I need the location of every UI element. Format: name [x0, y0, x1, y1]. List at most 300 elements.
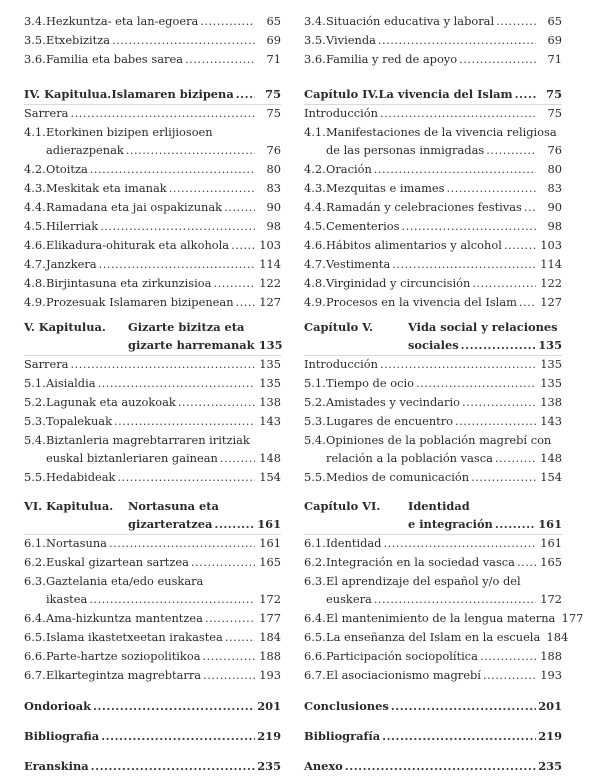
page-number: 165 — [540, 555, 562, 569]
entry-title: Sarrera — [24, 357, 69, 371]
toc-entry-row — [304, 274, 562, 292]
toc-entry[interactable] — [304, 553, 562, 571]
chapter-heading-line1[interactable] — [304, 318, 562, 336]
entry-title: de las personas inmigradas — [326, 143, 485, 157]
page-number: 135 — [259, 376, 281, 390]
dot-leader — [91, 757, 255, 775]
toc-entry[interactable] — [24, 141, 281, 159]
chapter-title-line1: Vida social y relaciones — [408, 320, 558, 334]
toc-entry[interactable] — [24, 31, 281, 49]
dot-leader — [224, 198, 255, 216]
back-matter-entry[interactable] — [304, 697, 562, 715]
dot-leader — [90, 160, 255, 178]
dot-leader — [462, 393, 536, 411]
entry-title: El asociacionismo magrebí — [326, 668, 481, 682]
toc-entry[interactable] — [24, 374, 281, 392]
dot-leader — [483, 666, 536, 684]
chapter-heading-line2[interactable] — [304, 336, 562, 354]
page-number: 161 — [259, 536, 281, 550]
dot-leader — [213, 274, 255, 292]
page-number: 80 — [266, 162, 281, 176]
page-number: 135 — [540, 357, 562, 371]
section-number: 4.4. — [304, 200, 326, 214]
toc-entry[interactable] — [24, 160, 281, 178]
page-number: 122 — [540, 276, 562, 290]
toc-entry[interactable] — [304, 31, 562, 49]
section-number: 3.6. — [24, 52, 46, 66]
entry-title: Ama-hizkuntza mantentzea — [46, 611, 203, 625]
toc-entry[interactable] — [24, 217, 281, 235]
entry-title: Etxebizitza — [46, 33, 111, 47]
toc-entry[interactable] — [304, 666, 562, 684]
page-number: 172 — [259, 592, 281, 606]
dot-leader — [214, 515, 255, 533]
page-number: 98 — [266, 219, 281, 233]
section-number: 5.4. — [304, 433, 326, 447]
dot-leader — [480, 647, 536, 665]
toc-entry[interactable] — [304, 393, 562, 411]
toc-entry[interactable] — [24, 553, 281, 571]
chapter-title-line2: gizarte harremanak — [128, 338, 255, 352]
toc-entry[interactable] — [24, 412, 281, 430]
toc-entry-row — [24, 757, 281, 775]
toc-entry-row — [304, 141, 562, 159]
dot-leader — [380, 104, 536, 122]
dot-leader — [70, 355, 255, 373]
entry-title: Anexo — [304, 759, 343, 773]
toc-entry-line — [24, 431, 281, 449]
toc-entry[interactable] — [304, 179, 562, 197]
section-number: 5.4. — [24, 433, 46, 447]
page-number: 161 — [538, 517, 562, 531]
chapter-heading[interactable] — [24, 85, 281, 103]
dot-leader — [461, 336, 536, 354]
dot-leader — [471, 468, 536, 486]
toc-entry-line — [24, 572, 281, 590]
entry-title: Elkartegintza magrebtarra — [46, 668, 202, 682]
entry-title: Amistades y vecindario — [326, 395, 461, 409]
dot-leader — [126, 141, 255, 159]
toc-entry-row — [24, 468, 281, 486]
toc-entry-row — [24, 572, 281, 590]
entry-title: Situación educativa y laboral — [326, 14, 495, 28]
toc-entry[interactable] — [24, 293, 281, 311]
entry-title: Hedabideak — [46, 470, 116, 484]
entry-title: Lugares de encuentro — [326, 414, 454, 428]
toc-entry-row — [304, 85, 562, 103]
entry-title: Hezkuntza- eta lan-egoera — [46, 14, 199, 28]
toc-entry[interactable] — [24, 274, 281, 292]
toc-entry-row — [24, 497, 281, 515]
toc-entry[interactable] — [304, 50, 562, 68]
back-matter-entry[interactable] — [24, 697, 281, 715]
toc-entry[interactable] — [24, 12, 281, 30]
page-number: 80 — [547, 162, 562, 176]
dot-leader — [455, 412, 536, 430]
section-number: 6.3. — [304, 574, 326, 588]
toc-entry-row — [304, 553, 562, 571]
toc-entry-row — [24, 198, 281, 216]
toc-entry-row — [304, 217, 562, 235]
toc-entry-row — [304, 123, 562, 141]
section-number: 5.3. — [304, 414, 326, 428]
toc-entry-row — [24, 236, 281, 254]
dot-leader — [169, 179, 255, 197]
page-number: 138 — [540, 395, 562, 409]
dot-leader — [178, 393, 255, 411]
back-matter-entry[interactable] — [304, 727, 562, 745]
toc-entry-row — [304, 12, 562, 30]
toc-entry-row — [304, 160, 562, 178]
section-number: 3.6. — [304, 52, 326, 66]
page-number: 71 — [266, 52, 281, 66]
entry-title: Ramadán y celebraciones festivas — [326, 200, 522, 214]
dot-leader — [220, 449, 255, 467]
section-number: 4.7. — [24, 257, 46, 271]
chapter-title: Islamaren bizipena — [111, 87, 234, 101]
toc-entry[interactable] — [304, 236, 562, 254]
toc-entry[interactable] — [24, 590, 281, 608]
page-number: 177 — [561, 611, 584, 625]
toc-entry-row — [24, 374, 281, 392]
back-matter-entry[interactable] — [304, 757, 562, 775]
toc-entry-row — [304, 318, 562, 336]
page-number: 201 — [257, 699, 281, 713]
entry-title: Medios de comunicación — [326, 470, 470, 484]
dot-leader — [416, 374, 536, 392]
toc-entry-row — [24, 449, 281, 467]
chapter-heading-line2[interactable] — [24, 336, 281, 354]
toc-entry-row — [24, 609, 281, 627]
entry-title-line: Etorkinen bizipen erlijiosoen — [46, 125, 213, 139]
dot-leader — [495, 449, 536, 467]
section-number: 4.5. — [304, 219, 326, 233]
chapter-heading-line2[interactable] — [304, 515, 562, 533]
page-number: 75 — [546, 87, 562, 101]
page-number: 143 — [540, 414, 562, 428]
section-number: 4.1. — [304, 125, 326, 139]
toc-entry-row — [304, 590, 562, 608]
page-number: 90 — [266, 200, 281, 214]
section-number: 6.2. — [24, 555, 46, 569]
entry-title: Otoitza — [46, 162, 88, 176]
toc-entry[interactable] — [24, 236, 281, 254]
chapter-heading-line1[interactable] — [24, 318, 281, 336]
section-number: 4.2. — [304, 162, 326, 176]
toc-entry-row — [24, 647, 281, 665]
dot-leader — [383, 534, 536, 552]
toc-entry[interactable] — [304, 534, 562, 552]
toc-entry[interactable] — [24, 255, 281, 273]
page-number: 165 — [259, 555, 281, 569]
dot-leader — [99, 255, 255, 273]
dot-leader — [236, 293, 255, 311]
toc-entry[interactable] — [304, 141, 562, 159]
entry-title: Familia eta babes sarea — [46, 52, 183, 66]
chapter-label: Capítulo VI. — [304, 499, 381, 513]
toc-entry[interactable] — [304, 647, 562, 665]
toc-entry-row — [304, 727, 562, 745]
entry-title: Integración en la sociedad vasca — [326, 555, 515, 569]
toc-entry-row — [304, 31, 562, 49]
toc-entry[interactable] — [304, 217, 562, 235]
dot-leader — [200, 12, 255, 30]
toc-entry[interactable] — [24, 647, 281, 665]
toc-entry[interactable] — [24, 198, 281, 216]
chapter-label: VI. Kapitulua. — [24, 499, 114, 513]
section-number: 4.9. — [304, 295, 326, 309]
entry-title: Virginidad y circuncisión — [326, 276, 471, 290]
entry-title-line: Gaztelania eta/edo euskara — [46, 574, 204, 588]
toc-entry[interactable] — [304, 293, 562, 311]
toc-entry[interactable] — [304, 274, 562, 292]
dot-leader — [401, 217, 536, 235]
entry-title: ikastea — [46, 592, 88, 606]
intro-entry[interactable] — [24, 355, 281, 373]
dot-leader — [93, 697, 255, 715]
toc-entry[interactable] — [304, 609, 584, 627]
chapter-heading[interactable] — [304, 85, 562, 103]
page-number: 75 — [547, 106, 562, 120]
dot-leader — [236, 85, 255, 103]
entry-title: euskera — [326, 592, 372, 606]
toc-entry-row — [24, 666, 281, 684]
page-number: 135 — [259, 357, 281, 371]
toc-entry-row — [304, 666, 562, 684]
page-number: 135 — [540, 376, 562, 390]
dot-leader — [203, 666, 255, 684]
chapter-title-line2: gizarteratzea — [128, 517, 213, 531]
entry-title: Procesos en la vivencia del Islam — [326, 295, 517, 309]
toc-entry[interactable] — [24, 609, 281, 627]
section-number: 4.3. — [304, 181, 326, 195]
dot-leader — [382, 727, 536, 745]
section-number: 4.6. — [24, 238, 46, 252]
dot-leader — [378, 31, 536, 49]
back-matter-entry[interactable] — [24, 757, 281, 775]
toc-entry[interactable] — [304, 198, 562, 216]
toc-entry[interactable] — [304, 374, 562, 392]
intro-entry[interactable] — [304, 104, 562, 122]
section-number: 6.6. — [24, 649, 46, 663]
entry-title: Meskitak eta imanak — [46, 181, 167, 195]
section-number: 3.4. — [304, 14, 326, 28]
entry-title: Aisialdia — [46, 376, 96, 390]
section-number: 3.5. — [304, 33, 326, 47]
section-number: 4.9. — [24, 295, 46, 309]
page-number: 154 — [259, 470, 281, 484]
toc-entry-row — [304, 757, 562, 775]
chapter-title-line2: sociales — [408, 338, 459, 352]
intro-entry[interactable] — [304, 355, 562, 373]
dot-leader — [114, 412, 255, 430]
entry-title: Parte-hartze soziopolitikoa — [46, 649, 201, 663]
toc-entry-row — [304, 50, 562, 68]
section-number: 5.2. — [304, 395, 326, 409]
page-number: 235 — [257, 759, 281, 773]
entry-title: Topalekuak — [46, 414, 112, 428]
toc-entry[interactable] — [304, 468, 562, 486]
intro-entry[interactable] — [24, 104, 281, 122]
toc-entry[interactable] — [24, 393, 281, 411]
entry-title: Conclusiones — [304, 699, 389, 713]
dot-leader — [447, 179, 537, 197]
page-number: 193 — [540, 668, 562, 682]
section-number: 4.6. — [304, 238, 326, 252]
toc-entry[interactable] — [304, 412, 562, 430]
dot-leader — [191, 553, 255, 571]
section-number: 6.3. — [24, 574, 46, 588]
toc-entry[interactable] — [304, 12, 562, 30]
toc-entry-line — [24, 123, 281, 141]
toc-entry-row — [24, 123, 281, 141]
dot-leader — [519, 293, 536, 311]
toc-entry-row — [24, 12, 281, 30]
toc-entry-row — [24, 255, 281, 273]
page-number: 188 — [259, 649, 281, 663]
toc-entry[interactable] — [24, 534, 281, 552]
entry-title: Mezquitas e imames — [326, 181, 445, 195]
toc-entry[interactable] — [304, 590, 562, 608]
dot-leader — [391, 697, 536, 715]
page-number: 154 — [540, 470, 562, 484]
toc-entry-row — [24, 553, 281, 571]
chapter-heading-line1[interactable] — [24, 497, 281, 515]
toc-entry[interactable] — [304, 255, 562, 273]
page-number: 193 — [259, 668, 281, 682]
toc-entry-row — [24, 336, 281, 354]
toc-entry-row — [304, 293, 562, 311]
section-number: 5.5. — [304, 470, 326, 484]
toc-entry-row — [24, 318, 281, 336]
entry-title-line: Biztanleria magrebtarraren iritziak — [46, 433, 250, 447]
entry-title: Nortasuna — [46, 536, 107, 550]
page-number: 127 — [259, 295, 281, 309]
entry-title: Vestimenta — [326, 257, 391, 271]
section-number: 5.2. — [24, 395, 46, 409]
toc-entry-row — [304, 468, 562, 486]
page-number: 148 — [259, 451, 281, 465]
entry-title: Identidad — [326, 536, 382, 550]
toc-entry-row — [24, 293, 281, 311]
entry-title: La enseñanza del Islam en la escuela — [326, 630, 541, 644]
toc-entry-row — [304, 412, 562, 430]
section-number: 4.1. — [24, 125, 46, 139]
section-number: 6.7. — [24, 668, 46, 682]
toc-entry-row — [304, 374, 562, 392]
page-number: 135 — [538, 338, 562, 352]
page-number: 65 — [266, 14, 281, 28]
entry-title: relación a la población vasca — [326, 451, 493, 465]
toc-entry-row — [24, 515, 281, 533]
toc-entry[interactable] — [24, 628, 281, 646]
page-number: 138 — [259, 395, 281, 409]
toc-entry-row — [24, 431, 281, 449]
section-number: 5.3. — [24, 414, 46, 428]
toc-entry[interactable] — [304, 160, 562, 178]
toc-entry-row — [24, 628, 281, 646]
page-number: 75 — [265, 87, 281, 101]
back-matter-entry[interactable] — [24, 727, 281, 745]
dot-leader — [517, 553, 536, 571]
toc-entry-row — [304, 534, 562, 552]
page-number: 219 — [257, 729, 281, 743]
toc-entry-row — [304, 179, 562, 197]
toc-entry-row — [304, 255, 562, 273]
entry-title: Hábitos alimentarios y alcohol — [326, 238, 502, 252]
toc-entry[interactable] — [24, 666, 281, 684]
section-number: 6.1. — [24, 536, 46, 550]
entry-title-line: El aprendizaje del español y/o del — [326, 574, 521, 588]
page-number: 83 — [547, 181, 562, 195]
toc-entry-row — [24, 727, 281, 745]
dot-leader — [374, 590, 536, 608]
toc-entry-row — [304, 393, 562, 411]
dot-leader — [231, 236, 255, 254]
page-number: 135 — [258, 338, 283, 352]
dot-leader — [459, 50, 536, 68]
entry-title: Islama ikastetxeetan irakastea — [46, 630, 223, 644]
toc-entry[interactable] — [24, 449, 281, 467]
toc-entry[interactable] — [24, 179, 281, 197]
toc-entry-row — [24, 697, 281, 715]
dot-leader — [515, 85, 536, 103]
entry-title: Prozesuak Islamaren bizipenean — [46, 295, 234, 309]
page-number: 98 — [547, 219, 562, 233]
section-number: 5.5. — [24, 470, 46, 484]
section-number: 4.5. — [24, 219, 46, 233]
chapter-heading-line1[interactable] — [304, 497, 562, 515]
toc-entry[interactable] — [24, 468, 281, 486]
toc-entry-row — [24, 590, 281, 608]
section-number: 6.4. — [304, 611, 326, 625]
page-number: 161 — [540, 536, 562, 550]
page-number: 172 — [540, 592, 562, 606]
section-number: 6.2. — [304, 555, 326, 569]
chapter-title-line1: Gizarte bizitza eta — [128, 320, 245, 334]
page-number: 83 — [266, 181, 281, 195]
entry-title: Birjintasuna eta zirkunzisioa — [46, 276, 212, 290]
page-number: 103 — [259, 238, 281, 252]
section-number: 5.1. — [24, 376, 46, 390]
toc-entry[interactable] — [24, 50, 281, 68]
toc-entry-row — [24, 50, 281, 68]
entry-title: Lagunak eta auzokoak — [46, 395, 176, 409]
toc-entry-line — [304, 572, 562, 590]
dot-leader — [205, 609, 255, 627]
chapter-heading-line2[interactable] — [24, 515, 281, 533]
page-number: 69 — [266, 33, 281, 47]
entry-title-line: Manifestaciones de la vivencia religiosa — [326, 125, 557, 139]
dot-leader — [472, 274, 536, 292]
toc-entry-row — [304, 198, 562, 216]
toc-entry-row — [24, 160, 281, 178]
entry-title: Janzkera — [46, 257, 97, 271]
toc-entry-row — [24, 393, 281, 411]
toc-entry-row — [24, 141, 281, 159]
toc-entry[interactable] — [304, 628, 569, 646]
toc-entry-row — [24, 217, 281, 235]
dot-leader — [504, 236, 536, 254]
toc-entry-row — [24, 534, 281, 552]
section-number: 6.4. — [24, 611, 46, 625]
toc-entry[interactable] — [304, 449, 562, 467]
dot-leader — [89, 590, 255, 608]
page-number: 122 — [259, 276, 281, 290]
dot-leader — [392, 255, 536, 273]
toc-entry-row — [304, 647, 562, 665]
entry-title: Sarrera — [24, 106, 69, 120]
